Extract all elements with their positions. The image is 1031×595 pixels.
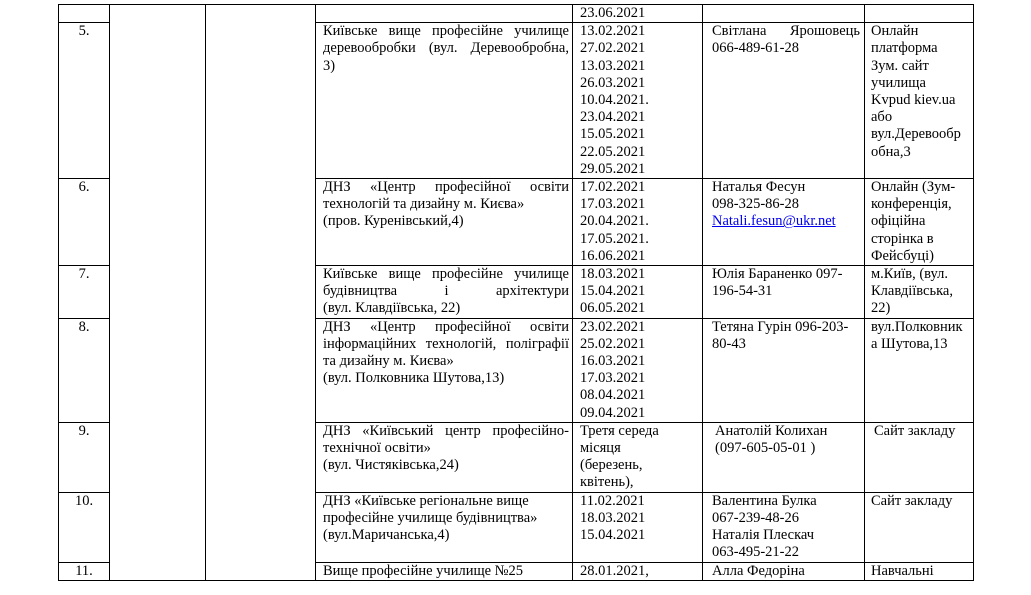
dates-cell: 17.02.2021 17.03.2021 20.04.2021. 17.05.2021. 16.06.2021	[573, 179, 703, 266]
row-number-cell: 11.	[59, 562, 110, 580]
place-cell: Сайт закладу	[865, 422, 974, 492]
dates-cell: 11.02.2021 18.03.2021 15.04.2021	[573, 492, 703, 562]
row-number-cell: 7.	[59, 266, 110, 319]
school-name-cell: ДНЗ «Київський центр професійно- технічної освіти» (вул. Чистяківська,24)	[316, 422, 573, 492]
contact-cell: Наталья Фесун 098-325-86-28 Natali.fesun@ukr.net	[703, 179, 865, 266]
row-number-cell: 5.	[59, 23, 110, 179]
date-item: 23.06.2021	[580, 5, 646, 21]
row-number-cell: 9.	[59, 422, 110, 492]
dates-cell: 23.02.2021 25.02.2021 16.03.2021 17.03.2021 08.04.2021 09.04.2021	[573, 318, 703, 422]
school-name-cell	[316, 5, 573, 23]
school-name-cell: ДНЗ «Київське регіональне вище професійне училище будівництва» (вул.Маричанська,4)	[316, 492, 573, 562]
place-cell: м.Київ, (вул. Клавдіївська, 22)	[865, 266, 974, 319]
contact-cell: Анатолій Колихан (097-605-05-01 )	[703, 422, 865, 492]
dates-cell: Третя середа місяця (березень, квітень),	[573, 422, 703, 492]
row-number-cell: 6.	[59, 179, 110, 266]
school-name-cell: Вище професійне училище №25	[316, 562, 573, 580]
row-number-cell: 8.	[59, 318, 110, 422]
contact-cell: Світлана Ярошовець 066-489-61-28	[703, 23, 865, 179]
dates-cell	[573, 5, 703, 23]
place-cell: Сайт закладу	[865, 492, 974, 562]
place-cell: Онлайн платформа Зум. сайт училища Kvpud kiev.ua або вул.Деревообр обна,3	[865, 23, 974, 179]
place-cell: Онлайн (Зум- конференція, офіційна сторінка в Фейсбуці)	[865, 179, 974, 266]
dates-cell: 18.03.2021 15.04.2021 06.05.2021	[573, 266, 703, 319]
empty-cell	[206, 5, 316, 581]
row-number-cell: 10.	[59, 492, 110, 562]
contact-cell: Алла Федоріна	[703, 562, 865, 580]
vocational-schools-table	[58, 4, 974, 581]
table-row	[59, 5, 974, 23]
place-cell	[865, 5, 974, 23]
place-cell: Навчальні	[865, 562, 974, 580]
school-name-cell: ДНЗ «Центр професійної освіти інформаційних технологій, поліграфії та дизайну м. Києва» (вул. Полковника Шутова,13)	[316, 318, 573, 422]
place-cell: вул.Полковник а Шутова,13	[865, 318, 974, 422]
contact-cell: Юлія Бараненко 097- 196-54-31	[703, 266, 865, 319]
contact-cell: Валентина Булка 067-239-48-26 Наталія Плескач 063-495-21-22	[703, 492, 865, 562]
dates-cell: 13.02.2021 27.02.2021 13.03.2021 26.03.2021 10.04.2021. 23.04.2021 15.05.2021 22.05.2021 29.05.2021	[573, 23, 703, 179]
contact-cell	[703, 5, 865, 23]
school-name-cell: ДНЗ «Центр професійної освіти технологій та дизайну м. Києва» (пров. Куренівський,4)	[316, 179, 573, 266]
contact-cell: Тетяна Гурін 096-203- 80-43	[703, 318, 865, 422]
dates-cell: 28.01.2021,	[573, 562, 703, 580]
row-number-cell	[59, 5, 110, 23]
school-name-cell: Київське вище професійне училище будівництва і архітектури (вул. Клавдіївська, 22)	[316, 266, 573, 319]
school-name-cell: Київське вище професійне училище деревообробки (вул. Деревообробна, 3)	[316, 23, 573, 179]
email-link[interactable]: Natali.fesun@ukr.net	[712, 213, 836, 230]
empty-cell	[110, 5, 206, 581]
